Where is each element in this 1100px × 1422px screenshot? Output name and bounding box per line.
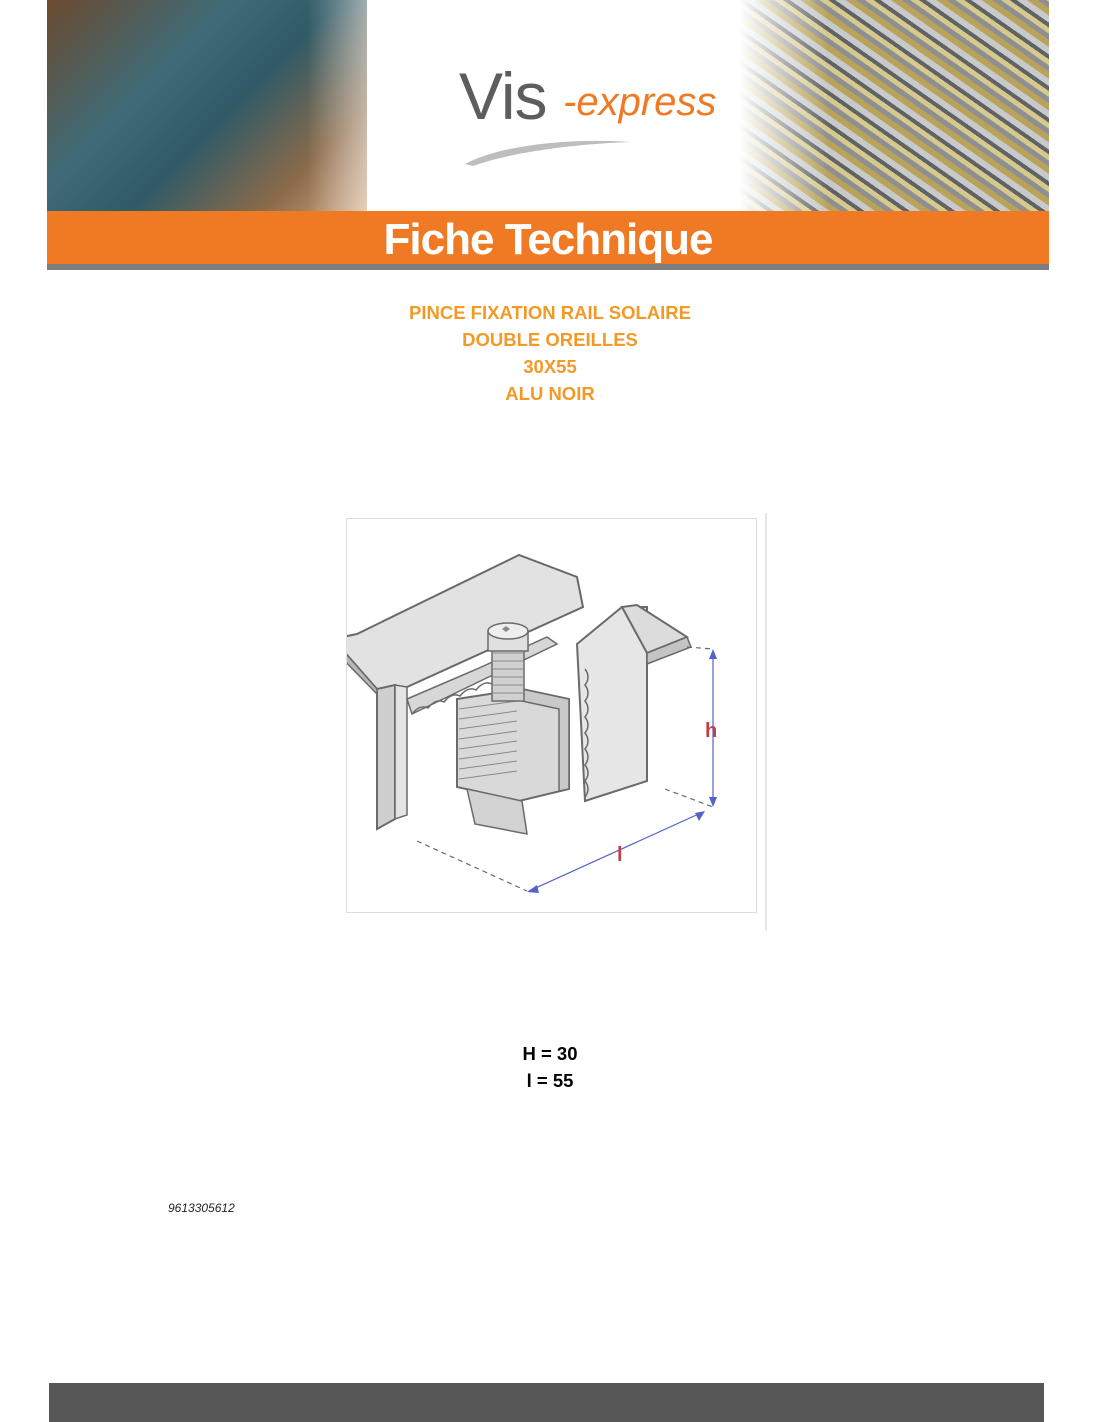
fiche-technique-banner: [47, 211, 1049, 264]
figure-edge-line: [765, 513, 767, 931]
banner-title: Fiche Technique: [383, 215, 713, 264]
screws-photo: [739, 0, 1049, 211]
clamp-drawing: [347, 519, 756, 912]
workshop-photo: [47, 0, 367, 211]
dimension-h-label: h: [705, 720, 718, 742]
footer-bar: [49, 1383, 1044, 1422]
logo-express-text: -express: [563, 80, 717, 124]
banner-underline: [47, 264, 1049, 270]
dimension-h-value: H = 30: [522, 1043, 578, 1064]
header-banner-image: [47, 0, 1049, 211]
product-title-line: PINCE FIXATION RAIL SOLAIRE: [409, 302, 691, 323]
dimension-l-value: l = 55: [526, 1070, 574, 1091]
logo-vis-text: Vis: [459, 59, 547, 133]
technical-drawing: [346, 518, 757, 913]
dimensions-block: [0, 1040, 1100, 1094]
vis-express-logo: [459, 58, 749, 168]
product-title-line: ALU NOIR: [505, 383, 595, 404]
product-title-line: DOUBLE OREILLES: [462, 329, 638, 350]
product-title-line: 30X55: [523, 356, 577, 377]
product-title: [0, 299, 1100, 407]
dimension-l-label: l: [617, 844, 623, 866]
product-reference: 9613305612: [168, 1201, 235, 1215]
logo-swoosh-icon: [463, 136, 633, 166]
